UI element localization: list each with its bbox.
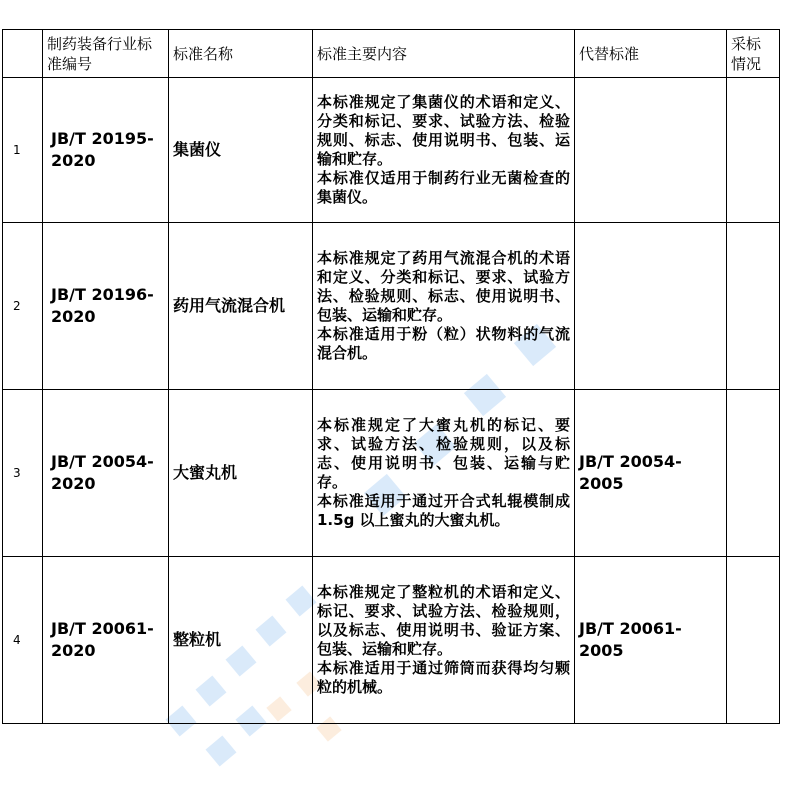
standard-code: JB/T 20054-2020 [43, 390, 169, 557]
header-replaces: 代替标准 [575, 30, 727, 78]
table-row [3, 78, 780, 223]
content-paragraph: 本标准适用于粉（粒）状物料的气流混合机。 [317, 325, 570, 362]
table-row [3, 390, 780, 557]
standard-code: JB/T 20195-2020 [43, 78, 169, 223]
standard-content [313, 78, 575, 223]
standard-content [313, 223, 575, 390]
content-paragraph: 本标准规定了整粒机的术语和定义、标记、要求、试验方法、检验规则，以及标志、使用说明书、验证方案、包装、运输和贮存。 [317, 583, 570, 658]
standard-name: 药用气流混合机 [169, 223, 313, 390]
header-row [3, 30, 780, 78]
table-row [3, 557, 780, 724]
header-content: 标准主要内容 [313, 30, 575, 78]
standard-content [313, 557, 575, 724]
row-index: 4 [3, 557, 43, 724]
row-index: 1 [3, 78, 43, 223]
replaced-standard [575, 78, 727, 223]
standard-code: JB/T 20196-2020 [43, 223, 169, 390]
standard-code: JB/T 20061-2020 [43, 557, 169, 724]
content-paragraph: 本标准规定了药用气流混合机的术语和定义、分类和标记、要求、试验方法、检验规则、标志、使用说明书、包装、运输和贮存。 [317, 249, 570, 324]
header-adoption: 采标情况 [727, 30, 780, 78]
header-index [3, 30, 43, 78]
standards-table [2, 29, 780, 724]
content-paragraph: 本标准适用于通过开合式轧辊模制成 1.5g 以上蜜丸的大蜜丸机。 [317, 492, 570, 529]
header-code: 制药装备行业标准编号 [43, 30, 169, 78]
adoption-status [727, 223, 780, 390]
replaced-standard [575, 223, 727, 390]
standard-name: 集菌仪 [169, 78, 313, 223]
standard-name: 整粒机 [169, 557, 313, 724]
adoption-status [727, 390, 780, 557]
row-index: 2 [3, 223, 43, 390]
replaced-standard: JB/T 20061-2005 [575, 557, 727, 724]
row-index: 3 [3, 390, 43, 557]
adoption-status [727, 78, 780, 223]
header-name: 标准名称 [169, 30, 313, 78]
table-row [3, 223, 780, 390]
content-paragraph: 本标准规定了集菌仪的术语和定义、分类和标记、要求、试验方法、检验规则、标志、使用说明书、包装、运输和贮存。 [317, 93, 570, 168]
content-paragraph: 本标准规定了大蜜丸机的标记、要求、试验方法、检验规则，以及标志、使用说明书、包装、运输与贮存。 [317, 416, 570, 491]
adoption-status [727, 557, 780, 724]
standard-name: 大蜜丸机 [169, 390, 313, 557]
content-paragraph: 本标准适用于通过筛筒而获得均匀颗粒的机械。 [317, 659, 570, 696]
content-paragraph: 本标准仅适用于制药行业无菌检查的集菌仪。 [317, 169, 570, 206]
standard-content [313, 390, 575, 557]
replaced-standard: JB/T 20054-2005 [575, 390, 727, 557]
